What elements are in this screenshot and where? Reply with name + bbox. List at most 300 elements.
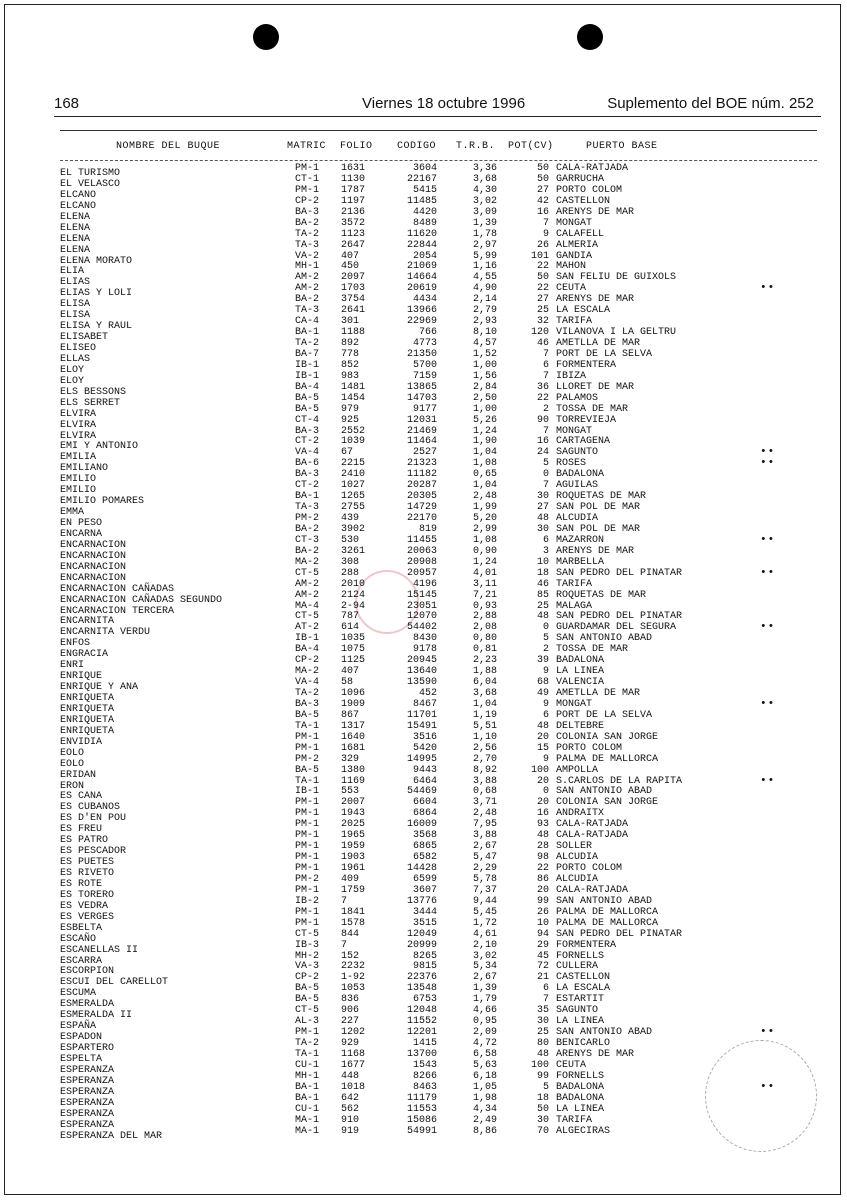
cell-folio: 1965 <box>341 830 366 842</box>
page-number: 168 <box>54 95 80 112</box>
cell-pot: 99 <box>536 895 549 907</box>
cell-codigo: 3516 <box>412 731 437 743</box>
cell-codigo: 5420 <box>412 742 437 754</box>
cell-codigo: 20063 <box>406 545 437 557</box>
cell-port: CASTELLON <box>556 972 611 984</box>
cell-port: AGUILAS <box>556 480 599 492</box>
cell-matric: IB-3 <box>295 939 320 951</box>
cell-codigo: 6604 <box>412 797 437 809</box>
cell-port: VILANOVA I LA GELTRU <box>556 327 677 339</box>
cell-name: ENCARNACION CAÑADAS SEGUNDO <box>60 594 223 606</box>
cell-codigo: 12048 <box>406 1005 437 1017</box>
cell-name: ES RIVETO <box>60 868 115 879</box>
cell-folio: 1169 <box>341 775 366 787</box>
cell-codigo: 11553 <box>406 1103 437 1115</box>
cell-matric: PM-1 <box>295 742 320 754</box>
cell-name: ENCARNACION <box>60 539 127 551</box>
cell-folio: 409 <box>341 873 360 885</box>
cell-pot: 36 <box>536 381 549 393</box>
cell-name: ESCUMA <box>60 988 97 1000</box>
cell-trb: 0,95 <box>472 1016 497 1028</box>
cell-port: BADALONA <box>556 1092 605 1104</box>
cell-port: ROQUETAS DE MAR <box>556 589 647 601</box>
cell-pot: 9 <box>542 698 549 710</box>
cell-codigo: 6599 <box>412 873 437 885</box>
cell-port: LA ESCALA <box>556 305 611 317</box>
cell-pot: 26 <box>536 906 549 918</box>
cell-codigo: 8489 <box>412 217 437 229</box>
cell-matric: MH-1 <box>295 1070 320 1082</box>
cell-folio: 407 <box>341 666 360 678</box>
cell-codigo: 11464 <box>406 436 437 448</box>
cell-pot: 27 <box>536 184 549 196</box>
cell-matric: VA-3 <box>295 961 320 973</box>
cell-mark: •• <box>760 566 776 579</box>
cell-port: TARIFA <box>556 1114 593 1126</box>
cell-port: FORMENTERA <box>556 359 617 371</box>
cell-codigo: 766 <box>418 327 437 339</box>
cell-folio: 1197 <box>341 195 366 207</box>
cell-matric: PM-1 <box>295 863 320 874</box>
cell-port: BENICARLO <box>556 1038 611 1049</box>
cell-matric: PM-1 <box>295 1027 320 1039</box>
cell-matric: BA-2 <box>295 294 320 306</box>
cell-matric: BA-5 <box>295 392 320 404</box>
cell-port: ARENYS DE MAR <box>556 206 635 218</box>
cell-matric: IB-1 <box>295 370 320 382</box>
cell-trb: 4,30 <box>472 184 497 196</box>
cell-name: EMILIO <box>60 485 97 497</box>
cell-port: SAN PEDRO DEL PINATAR <box>556 928 683 940</box>
cell-trb: 4,66 <box>472 1005 497 1017</box>
cell-port: LLORET DE MAR <box>556 381 635 393</box>
cell-trb: 0,68 <box>472 786 497 798</box>
cell-folio: 906 <box>341 1005 360 1017</box>
cell-port: AMPOLLA <box>556 764 599 776</box>
cell-mark: •• <box>760 457 776 470</box>
cell-port: SAGUNTO <box>556 447 599 459</box>
cell-port: GARRUCHA <box>556 173 605 185</box>
cell-trb: 2,09 <box>472 1027 497 1039</box>
cell-codigo: 13548 <box>406 983 437 995</box>
cell-port: PALMA DE MALLORCA <box>556 753 659 765</box>
cell-name: ENRIQUETA <box>60 725 115 737</box>
cell-name: EMILIO POMARES <box>60 496 145 508</box>
cell-folio: 2647 <box>341 239 366 251</box>
cell-codigo: 13640 <box>406 666 437 678</box>
cell-folio: 58 <box>341 677 354 689</box>
cell-port: PORTO COLOM <box>556 184 623 196</box>
cell-folio: 2124 <box>341 589 366 601</box>
cell-codigo: 14729 <box>406 502 437 514</box>
cell-name: ELENA <box>60 244 91 256</box>
cell-name: ESCUI DEL CARELLOT <box>60 977 169 989</box>
cell-codigo: 4773 <box>412 338 437 349</box>
cell-codigo: 3607 <box>412 884 437 896</box>
cell-pot: 98 <box>536 852 549 864</box>
cell-trb: 1,79 <box>472 994 497 1006</box>
cell-codigo: 9177 <box>412 403 437 415</box>
cell-folio: 1123 <box>341 228 366 240</box>
cell-name: ES CUBANOS <box>60 802 121 814</box>
cell-matric: PM-1 <box>295 852 320 864</box>
cell-pot: 21 <box>536 972 549 984</box>
cell-name: ES VERGES <box>60 911 115 923</box>
cell-codigo: 11179 <box>406 1092 437 1104</box>
cell-port: MONGAT <box>556 698 593 710</box>
cell-pot: 0 <box>542 469 549 481</box>
cell-pot: 18 <box>536 1092 549 1104</box>
cell-codigo: 6864 <box>412 808 437 820</box>
cell-pot: 20 <box>536 731 549 743</box>
table-top-rule <box>60 130 817 131</box>
cell-mark: •• <box>760 1026 776 1039</box>
cell-name: ES ROTE <box>60 878 103 890</box>
cell-matric: CT-2 <box>295 480 320 492</box>
cell-trb: 5,51 <box>472 720 497 732</box>
cell-pot: 16 <box>536 808 549 820</box>
cell-name: ESPERANZA <box>60 1119 115 1131</box>
cell-codigo: 13966 <box>406 305 437 317</box>
cell-port: ALMERIA <box>556 239 599 251</box>
cell-port: DELTEBRE <box>556 720 605 732</box>
cell-trb: 1,72 <box>472 917 497 929</box>
cell-trb: 1,52 <box>472 348 497 360</box>
cell-folio: 3754 <box>341 294 366 306</box>
cell-trb: 2,14 <box>472 294 497 306</box>
cell-port: TOSSA DE MAR <box>556 403 629 415</box>
cell-folio: 1677 <box>341 1059 366 1071</box>
cell-matric: PM-1 <box>295 906 320 918</box>
cell-matric: BA-1 <box>295 327 320 339</box>
cell-name: ELIA <box>60 266 85 278</box>
cell-pot: 25 <box>536 305 549 317</box>
cell-folio: 2025 <box>341 819 366 831</box>
cell-matric: TA-1 <box>295 1048 320 1060</box>
cell-codigo: 13590 <box>406 677 437 689</box>
cell-codigo: 6582 <box>412 852 437 864</box>
cell-port: GUARDAMAR DEL SEGURA <box>556 622 677 634</box>
cell-port: LA ESCALA <box>556 983 611 995</box>
cell-folio: 407 <box>341 250 360 262</box>
table-row <box>0 1125 847 1142</box>
cell-folio: 1640 <box>341 731 366 743</box>
cell-matric: PM-2 <box>295 873 320 885</box>
cell-matric: TA-2 <box>295 1038 320 1049</box>
cell-codigo: 3515 <box>412 917 437 929</box>
cell-trb: 3,02 <box>472 950 497 962</box>
cell-trb: 3,68 <box>472 688 497 699</box>
cell-trb: 1,39 <box>472 983 497 995</box>
cell-trb: 3,88 <box>472 830 497 842</box>
cell-folio: 1903 <box>341 852 366 864</box>
cell-port: ARENYS DE MAR <box>556 294 635 306</box>
cell-trb: 5,20 <box>472 513 497 524</box>
cell-trb: 2,70 <box>472 753 497 765</box>
cell-pot: 50 <box>536 173 549 185</box>
cell-name: ERON <box>60 780 85 792</box>
cell-name: ELISEO <box>60 343 97 354</box>
cell-codigo: 54469 <box>406 786 437 798</box>
cell-pot: 29 <box>536 939 549 951</box>
cell-folio: 979 <box>341 403 360 415</box>
cell-pot: 3 <box>542 545 549 557</box>
cell-folio: 3572 <box>341 217 366 229</box>
cell-port: MAHON <box>556 261 587 273</box>
cell-folio: 1631 <box>341 163 366 174</box>
cell-matric: TA-2 <box>295 228 320 240</box>
cell-port: CASTELLON <box>556 195 611 207</box>
cell-port: SAN POL DE MAR <box>556 502 641 514</box>
cell-matric: CT-4 <box>295 414 320 426</box>
cell-trb: 2,84 <box>472 381 497 393</box>
cell-folio: 7 <box>341 895 348 907</box>
cell-codigo: 8266 <box>412 1070 437 1082</box>
cell-matric: BA-3 <box>295 425 320 437</box>
cell-codigo: 54402 <box>406 622 437 634</box>
cell-matric: BA-2 <box>295 545 320 557</box>
cell-pot: 22 <box>536 283 549 295</box>
cell-folio: 3261 <box>341 545 366 557</box>
cell-pot: 35 <box>536 1005 549 1017</box>
cell-name: ELIAS Y LOLI <box>60 288 133 300</box>
cell-port: LA LINEA <box>556 1016 605 1028</box>
cell-name: ERIDAN <box>60 769 97 781</box>
cell-trb: 1,10 <box>472 731 497 743</box>
cell-folio: 1909 <box>341 698 366 710</box>
cell-codigo: 4434 <box>412 294 437 306</box>
header-rule <box>54 116 821 117</box>
cell-name: EN PESO <box>60 518 103 529</box>
cell-port: FORMENTERA <box>556 939 617 951</box>
cell-port: MARBELLA <box>556 556 605 568</box>
cell-folio: 1-92 <box>341 972 366 984</box>
cell-codigo: 9815 <box>412 961 437 973</box>
cell-codigo: 6865 <box>412 841 437 853</box>
cell-folio: 1027 <box>341 480 366 492</box>
cell-name: ENRIQUETA <box>60 703 115 715</box>
cell-trb: 8,10 <box>472 327 497 339</box>
cell-matric: PM-1 <box>295 884 320 896</box>
cell-name: ENRIQUE Y ANA <box>60 682 139 694</box>
cell-name: ESPARTERO <box>60 1043 115 1054</box>
cell-trb: 1,19 <box>472 709 497 721</box>
cell-port: TOSSA DE MAR <box>556 644 629 656</box>
cell-name: ELISA <box>60 310 91 322</box>
cell-port: FORNELLS <box>556 950 605 962</box>
cell-pot: 5 <box>542 1081 549 1093</box>
cell-pot: 72 <box>536 961 549 973</box>
cell-matric: BA-3 <box>295 698 320 710</box>
cell-name: ENCARNACION <box>60 572 127 584</box>
cell-pot: 6 <box>542 983 549 995</box>
cell-codigo: 21069 <box>406 261 437 273</box>
cell-trb: 0,65 <box>472 469 497 481</box>
cell-name: ELLAS <box>60 353 91 365</box>
cell-pot: 48 <box>536 830 549 842</box>
cell-trb: 5,34 <box>472 961 497 973</box>
cell-codigo: 15491 <box>406 720 437 732</box>
cell-name: ELISA Y RAUL <box>60 321 133 333</box>
cell-pot: 50 <box>536 272 549 284</box>
cell-trb: 1,04 <box>472 447 497 459</box>
cell-pot: 18 <box>536 567 549 579</box>
cell-port: TARIFA <box>556 578 593 590</box>
cell-port: PORT DE LA SELVA <box>556 709 653 721</box>
cell-trb: 1,24 <box>472 556 497 568</box>
cell-pot: 49 <box>536 688 549 699</box>
cell-codigo: 7159 <box>412 370 437 382</box>
cell-matric: CA-4 <box>295 316 320 328</box>
cell-pot: 15 <box>536 742 549 754</box>
cell-trb: 1,88 <box>472 666 497 678</box>
cell-trb: 4,55 <box>472 272 497 284</box>
cell-mark: •• <box>760 774 776 787</box>
cell-name: ELENA <box>60 211 91 223</box>
cell-trb: 1,04 <box>472 480 497 492</box>
punch-hole <box>577 24 603 50</box>
cell-port: SAGUNTO <box>556 1005 599 1017</box>
cell-matric: BA-4 <box>295 644 320 656</box>
cell-port: SAN ANTONIO ABAD <box>556 786 653 798</box>
cell-folio: 1125 <box>341 655 366 667</box>
col-header-pot: POT(CV) <box>508 141 554 152</box>
cell-folio: 614 <box>341 622 360 634</box>
cell-name: ESPERANZA <box>60 1086 115 1098</box>
publication-title: Suplemento del BOE núm. 252 <box>607 95 814 112</box>
cell-port: BADALONA <box>556 469 605 481</box>
cell-matric: CU-1 <box>295 1059 320 1071</box>
cell-pot: 101 <box>530 250 549 262</box>
cell-pot: 50 <box>536 163 549 174</box>
cell-name: ELVIRA <box>60 430 97 442</box>
cell-pot: 16 <box>536 436 549 448</box>
cell-pot: 46 <box>536 578 549 590</box>
cell-pot: 9 <box>542 228 549 240</box>
cell-folio: 836 <box>341 994 360 1006</box>
cell-port: MONGAT <box>556 217 593 229</box>
cell-folio: 2007 <box>341 797 366 809</box>
cell-port: ALCUDIA <box>556 873 599 885</box>
cell-folio: 67 <box>341 447 354 459</box>
cell-pot: 48 <box>536 611 549 623</box>
cell-matric: BA-3 <box>295 206 320 218</box>
cell-pot: 22 <box>536 863 549 874</box>
cell-pot: 5 <box>542 633 549 645</box>
cell-name: ENRIQUE <box>60 671 103 683</box>
cell-port: PORT DE LA SELVA <box>556 348 653 360</box>
cell-pot: 0 <box>542 786 549 798</box>
cell-name: ENVIDIA <box>60 736 103 748</box>
cell-matric: AM-2 <box>295 589 320 601</box>
cell-folio: 1075 <box>341 644 366 656</box>
cell-port: BADALONA <box>556 655 605 667</box>
cell-trb: 1,08 <box>472 534 497 546</box>
cell-pot: 9 <box>542 753 549 765</box>
cell-name: ENCARNACION <box>60 550 127 562</box>
cell-codigo: 23051 <box>406 600 437 612</box>
col-header-matric: MATRIC <box>287 141 327 152</box>
cell-trb: 3,68 <box>472 173 497 185</box>
cell-matric: BA-2 <box>295 217 320 229</box>
cell-name: ELIAS <box>60 277 91 289</box>
cell-name: ELS BESSONS <box>60 386 127 398</box>
cell-folio: 919 <box>341 1125 360 1137</box>
cell-codigo: 6753 <box>412 994 437 1006</box>
cell-trb: 1,99 <box>472 502 497 514</box>
cell-matric: MA-1 <box>295 1114 320 1126</box>
cell-matric: CT-5 <box>295 928 320 940</box>
cell-codigo: 20957 <box>406 567 437 579</box>
cell-name: ELENA <box>60 222 91 234</box>
cell-pot: 32 <box>536 316 549 328</box>
cell-name: ESMERALDA <box>60 999 115 1011</box>
cell-codigo: 20908 <box>406 556 437 568</box>
cell-port: PALAMOS <box>556 392 599 404</box>
cell-codigo: 20945 <box>406 655 437 667</box>
cell-trb: 5,47 <box>472 852 497 864</box>
cell-folio: 642 <box>341 1092 360 1104</box>
cell-name: EMI Y ANTONIO <box>60 441 139 453</box>
cell-trb: 2,49 <box>472 1114 497 1126</box>
cell-folio: 2232 <box>341 961 366 973</box>
cell-pot: 30 <box>536 1114 549 1126</box>
cell-pot: 45 <box>536 950 549 962</box>
cell-name: ENCARNACION TERCERA <box>60 605 175 617</box>
cell-name: ES TORERO <box>60 889 115 901</box>
cell-trb: 9,44 <box>472 895 497 907</box>
cell-codigo: 819 <box>418 523 437 535</box>
cell-trb: 3,02 <box>472 195 497 207</box>
cell-codigo: 11455 <box>406 534 437 546</box>
cell-codigo: 3604 <box>412 163 437 174</box>
cell-matric: AM-2 <box>295 578 320 590</box>
cell-matric: MH-1 <box>295 261 320 273</box>
cell-folio: 778 <box>341 348 360 360</box>
cell-port: ALCUDIA <box>556 852 599 864</box>
cell-matric: BA-3 <box>295 469 320 481</box>
cell-pot: 48 <box>536 720 549 732</box>
cell-codigo: 11182 <box>406 469 437 481</box>
col-header-trb: T.R.B. <box>456 141 496 152</box>
cell-mark: •• <box>760 621 776 634</box>
cell-name: ENCARNITA <box>60 616 115 628</box>
cell-matric: TA-1 <box>295 775 320 787</box>
cell-port: COLONIA SAN JORGE <box>556 731 659 743</box>
cell-folio: 2641 <box>341 305 366 317</box>
cell-matric: BA-5 <box>295 994 320 1006</box>
cell-mark: •• <box>760 697 776 710</box>
cell-pot: 25 <box>536 600 549 612</box>
cell-port: LA LINEA <box>556 1103 605 1115</box>
cell-matric: BA-5 <box>295 403 320 415</box>
cell-matric: IB-1 <box>295 786 320 798</box>
cell-folio: 1130 <box>341 173 366 185</box>
cell-pot: 93 <box>536 819 549 831</box>
cell-trb: 4,57 <box>472 338 497 349</box>
vessel-table <box>0 163 847 1142</box>
cell-codigo: 8463 <box>412 1081 437 1093</box>
cell-trb: 2,48 <box>472 491 497 503</box>
cell-pot: 7 <box>542 425 549 437</box>
cell-folio: 1053 <box>341 983 366 995</box>
cell-trb: 2,56 <box>472 742 497 754</box>
cell-codigo: 1543 <box>412 1059 437 1071</box>
cell-matric: VA-2 <box>295 250 320 262</box>
cell-matric: CT-1 <box>295 173 320 185</box>
cell-codigo: 4420 <box>412 206 437 218</box>
cell-matric: BA-2 <box>295 523 320 535</box>
